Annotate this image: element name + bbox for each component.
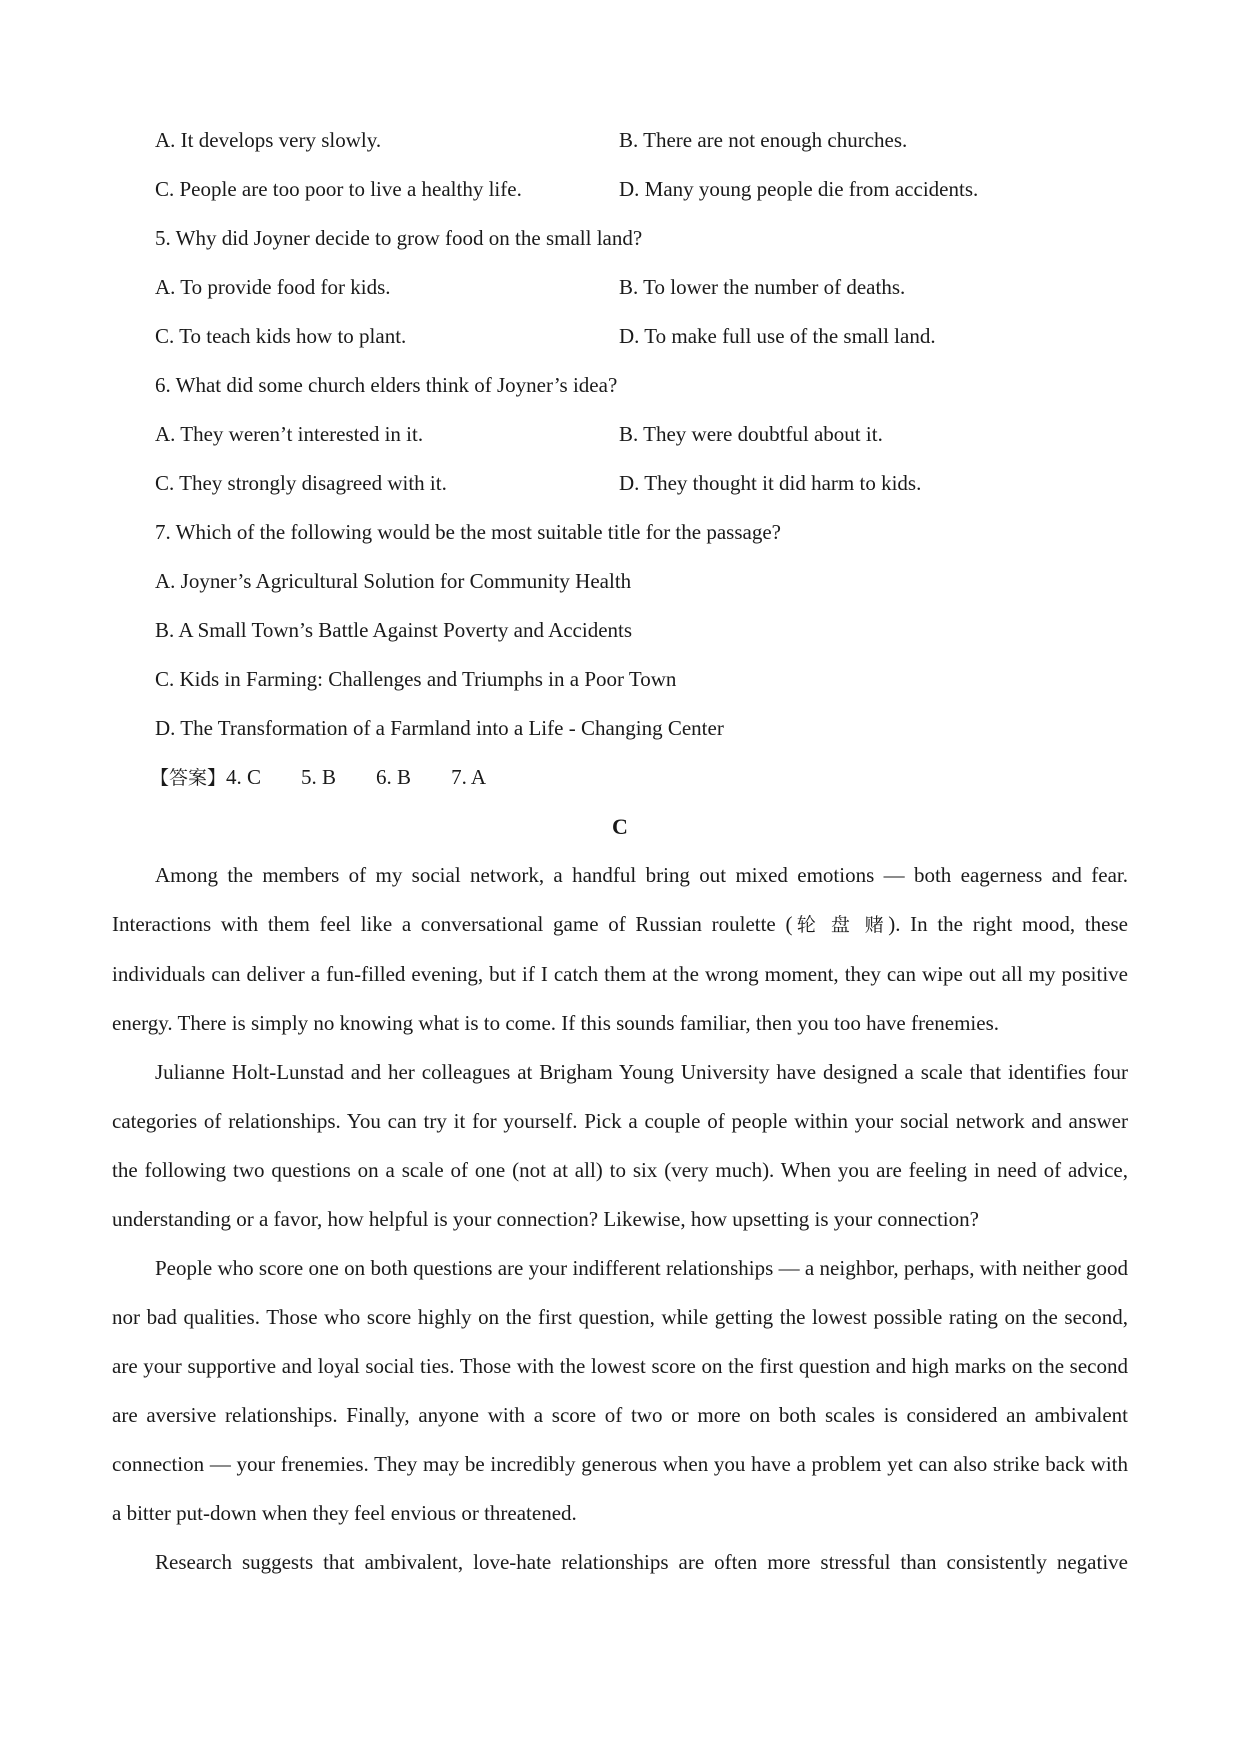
passage-paragraph-1-part-1: Among the members of my social network, a handful bring out mixed emotions — both eagerness and fear. Interactions with them feel like a conversational game of Russian roulette ( [112,863,1128,936]
q5-options-row-2 [112,312,1128,361]
q5-option-d: D. To make full use of the small land. [619,324,936,348]
q7-option-a: A. Joyner’s Agricultural Solution for Community Health [155,569,632,593]
q5-option-c: C. To teach kids how to plant. [155,324,407,348]
answer-key [112,753,1128,802]
passage-paragraph-3: People who score one on both questions are your indifferent relationships — a neighbor, perhaps, with neither good nor bad qualities. Those who score highly on the first question, while getting the lowest possible rating on the second, are your supportive and loyal social ties. Those with the lowest score on the first question and high marks on the second are aversive relationships. Finally, anyone with a score of two or more on both scales is considered an ambivalent connection — your frenemies. They may be incredibly generous when you have a problem yet can also strike back with a bitter put-down when they feel envious or threatened. [112,1256,1128,1525]
answer-6: 6. B [376,765,412,789]
q4-options-row-1 [112,116,1128,165]
q7-option-d: D. The Transformation of a Farmland into a Life - Changing Center [155,716,724,740]
q7-stem: 7. Which of the following would be the most suitable title for the passage? [155,520,781,544]
q6-options-row-2 [112,459,1128,508]
passage-paragraph-2: Julianne Holt-Lunstad and her colleagues at Brigham Young University have designed a scale that identifies four categories of relationships. You can try it for yourself. Pick a couple of people within your social network and answer the following two questions on a scale of one (not at all) to six (very much). When you are feeling in need of advice, understanding or a favor, how helpful is your connection? Likewise, how upsetting is your connection? [112,1060,1128,1231]
q7-option-c: C. Kids in Farming: Challenges and Triumphs in a Poor Town [155,667,677,691]
q5-option-b: B. To lower the number of deaths. [619,275,906,299]
q6-option-c: C. They strongly disagreed with it. [155,471,447,495]
q4-option-b: B. There are not enough churches. [619,128,908,152]
q6-option-b: B. They were doubtful about it. [619,422,883,446]
q5-option-a: A. To provide food for kids. [155,275,391,299]
q6-options-row-1 [112,410,1128,459]
q6-stem: 6. What did some church elders think of Joyner’s idea? [155,373,618,397]
section-heading: C [612,814,628,839]
answer-7: 7. A [451,765,487,789]
passage-paragraph-4: Research suggests that ambivalent, love-hate relationships are often more stressful than consistently negative [155,1550,1128,1574]
answer-label: 【答案】 [150,767,227,789]
document-page [112,116,1128,1587]
q4-option-d: D. Many young people die from accidents. [619,177,979,201]
passage-paragraph-1 [112,851,1128,1048]
q6-option-d: D. They thought it did harm to kids. [619,471,922,495]
q6-option-a: A. They weren’t interested in it. [155,422,424,446]
q7-option-b: B. A Small Town’s Battle Against Poverty and Accidents [155,618,633,642]
answer-5: 5. B [301,765,337,789]
q4-option-a: A. It develops very slowly. [155,128,382,152]
passage-paragraph-1-part-2: ). In the right mood, these individuals can deliver a fun-filled evening, but if I catch them at the wrong moment, they can wipe out all my positive energy. There is simply no knowing what is to come. If this sounds familiar, then you too have frenemies. [112,912,1128,1035]
q5-options-row-1 [112,263,1128,312]
answer-4: 4. C [226,765,262,789]
passage-paragraph-1-cjk: 轮 盘 赌 [792,914,889,936]
q5-stem: 5. Why did Joyner decide to grow food on the small land? [155,226,643,250]
q4-option-c: C. People are too poor to live a healthy life. [155,177,522,201]
q4-options-row-2 [112,165,1128,214]
